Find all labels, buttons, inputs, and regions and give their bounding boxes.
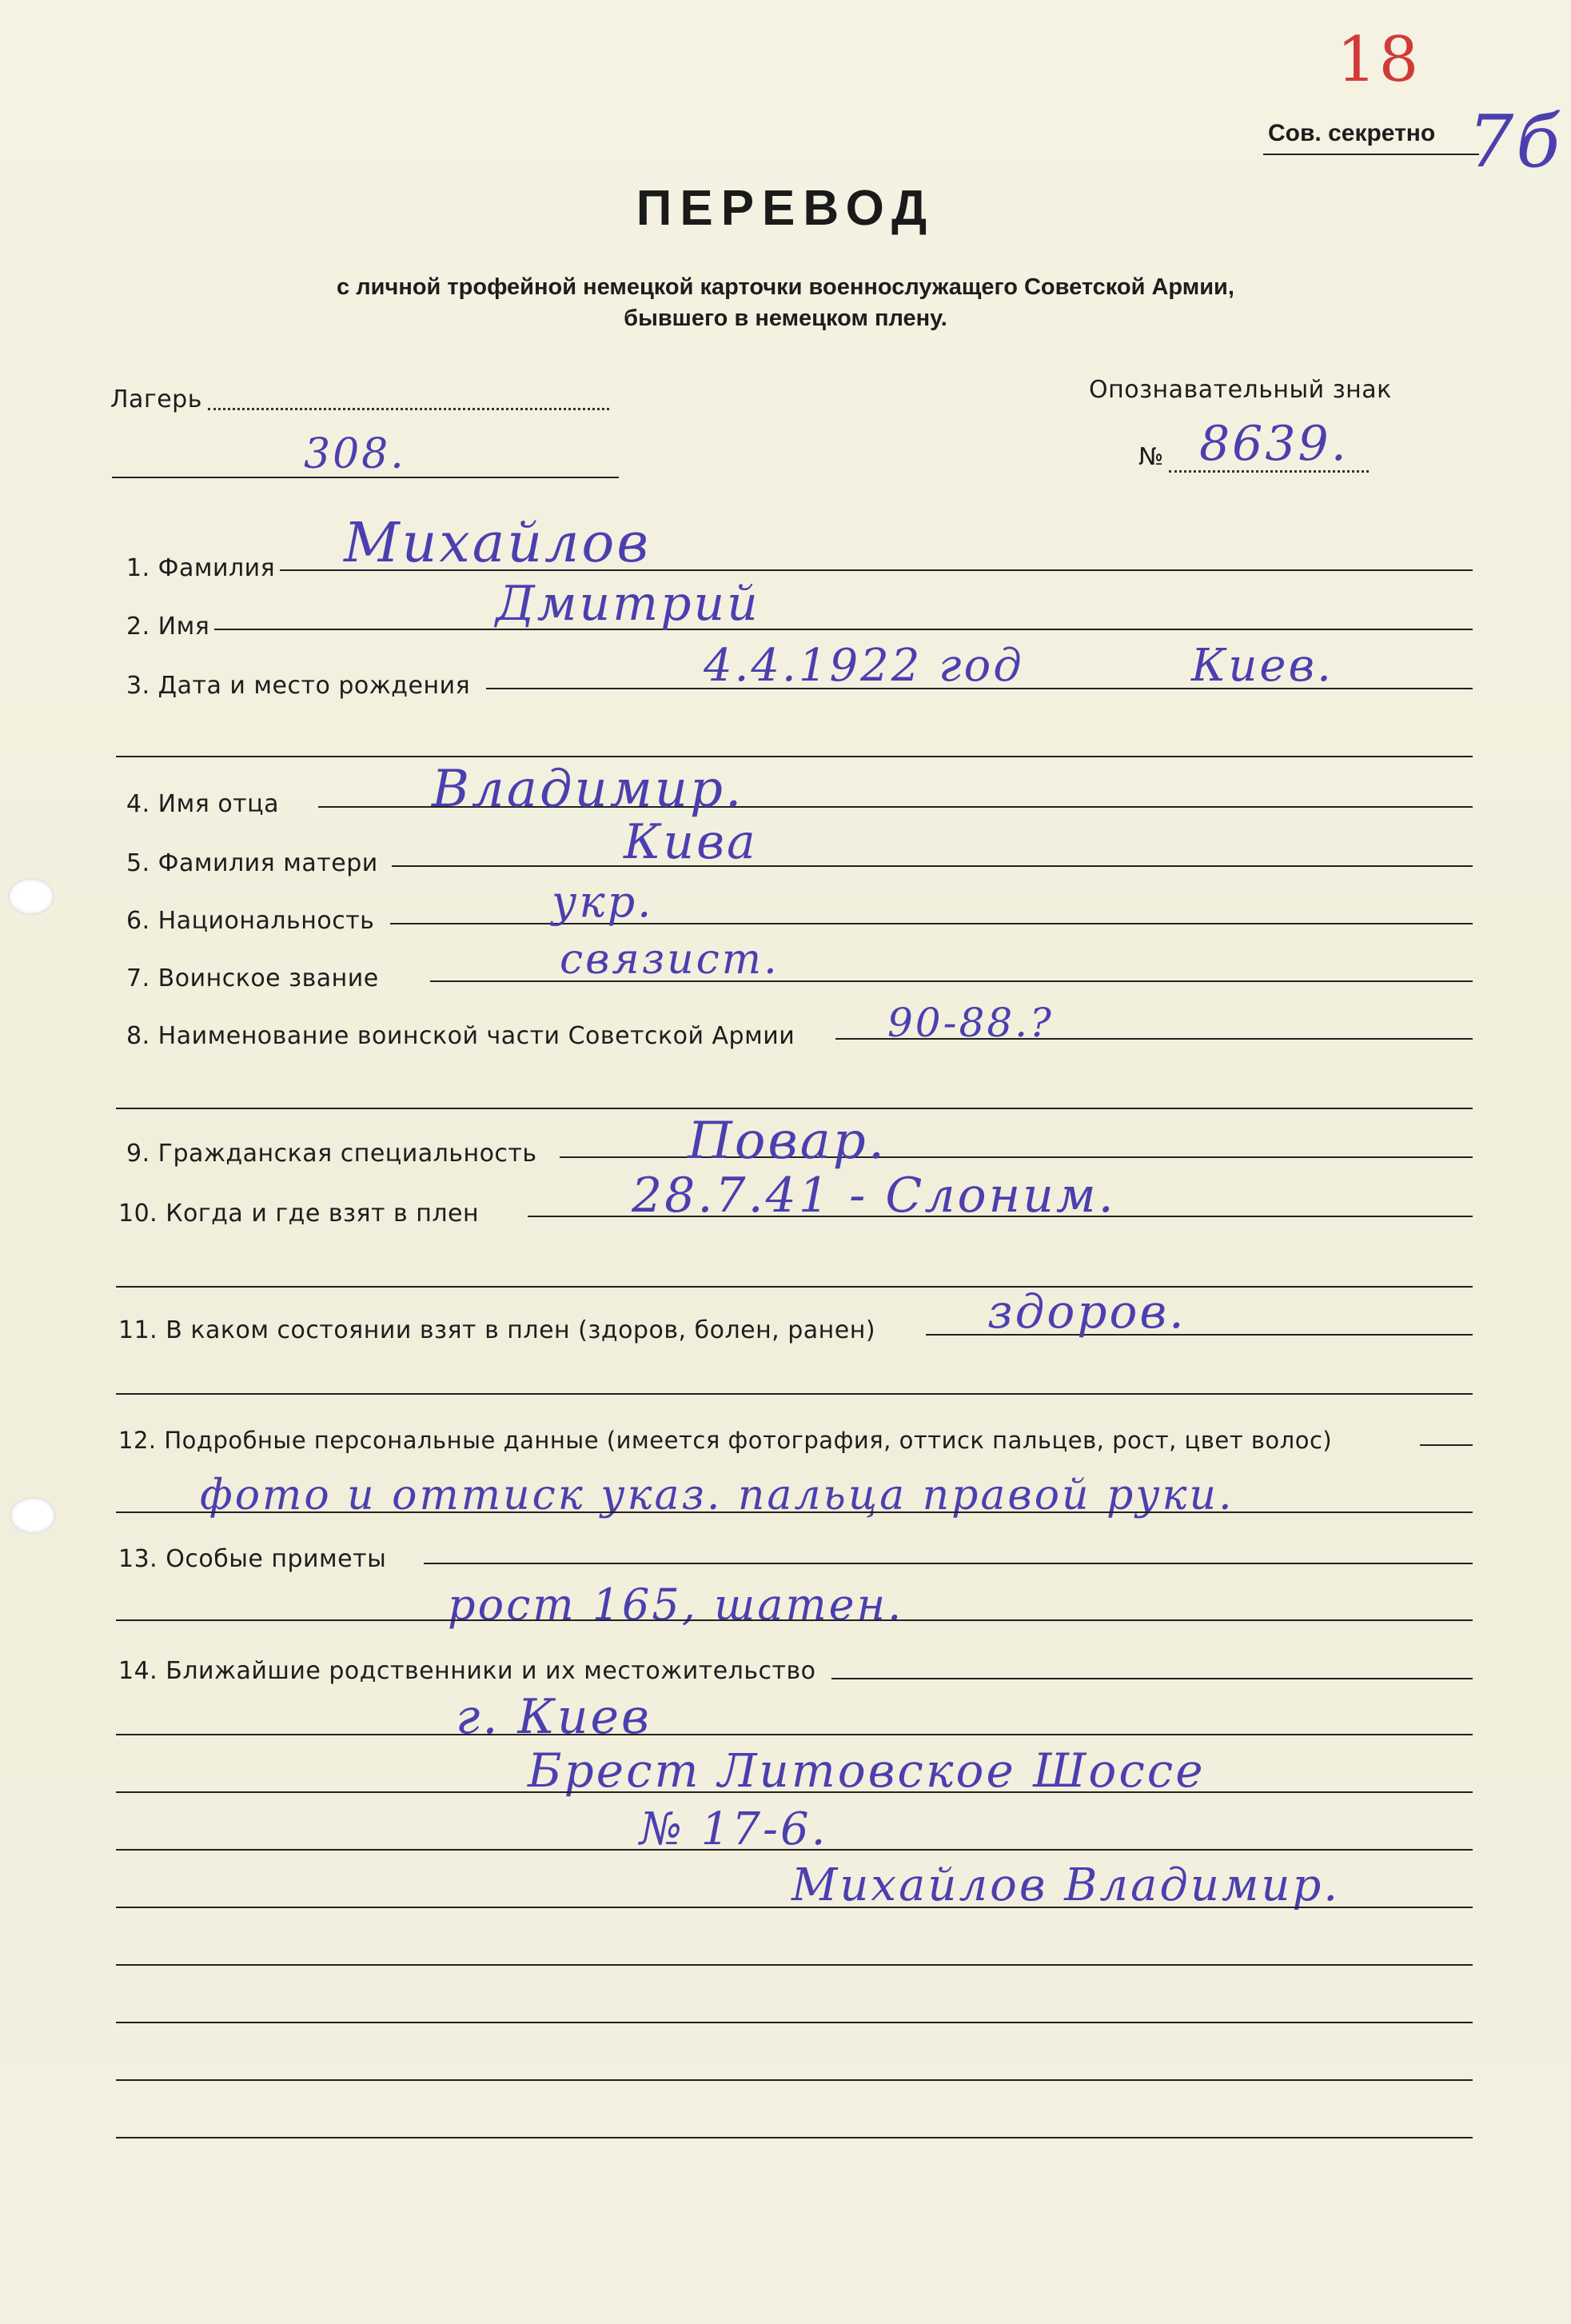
field-14-ruled-line-4 [116, 1907, 1473, 1908]
field-13-label: 13. Особые приметы [118, 1545, 387, 1573]
field-8-extra-line [116, 1108, 1473, 1109]
field-14-ruled-line-5 [116, 1964, 1473, 1966]
field-9-value: Повар. [688, 1112, 887, 1171]
field-14-line [831, 1678, 1473, 1679]
archive-number-red: 18 [1337, 24, 1421, 96]
camp-underline [112, 477, 619, 478]
field-13-value: рост 165, шатен. [448, 1579, 904, 1630]
field-12-label: 12. Подробные персональные данные (имеется фотография, оттиск пальцев, рост, цвет волос) [118, 1427, 1333, 1454]
field-3-label: 3. Дата и место рождения [126, 672, 471, 700]
field-5-line [392, 865, 1473, 867]
id-mark-value: 8639. [1199, 416, 1349, 472]
field-14-value-line-3: № 17-6. [640, 1803, 828, 1855]
field-8-value: 90-88.? [887, 1000, 1054, 1046]
field-10-value: 28.7.41 - Слоним. [632, 1168, 1116, 1224]
subtitle-line-1: с личной трофейной немецкой карточки военнослужащего Советской Армии, [337, 274, 1234, 300]
field-3-extra-line [116, 756, 1473, 757]
camp-value: 308. [304, 430, 406, 478]
field-4-label: 4. Имя отца [126, 790, 279, 818]
field-14-value-line-2: Брест Литовское Шоссе [528, 1743, 1206, 1798]
field-14-value-line-4: Михайлов Владимир. [791, 1859, 1341, 1911]
field-3-value-place: Киев. [1191, 640, 1334, 692]
id-mark-label: Опознавательный знак [1089, 376, 1392, 404]
classification-underline [1263, 154, 1479, 155]
subtitle-line-2: бывшего в немецком плену. [624, 305, 947, 331]
field-2-value: Дмитрий [496, 576, 760, 632]
field-1-value: Михайлов [344, 512, 651, 575]
field-12-line [1420, 1444, 1473, 1446]
camp-dotted-line [208, 408, 609, 410]
field-2-label: 2. Имя [126, 613, 210, 641]
field-10-extra-line [116, 1286, 1473, 1288]
page-title: ПЕРЕВОД [636, 181, 935, 236]
field-12-value: фото и оттиск указ. пальца правой руки. [200, 1471, 1234, 1519]
field-14-ruled-line-1 [116, 1734, 1473, 1735]
field-14-ruled-line-3 [116, 1849, 1473, 1851]
field-11-extra-line [116, 1393, 1473, 1395]
field-13-line [424, 1563, 1473, 1564]
field-12-extra-line [116, 1511, 1473, 1513]
classification-label: Сов. секретно [1268, 120, 1436, 146]
field-6-value: укр. [552, 876, 654, 927]
id-mark-number-sign: № [1138, 443, 1164, 471]
field-14-ruled-line-7 [116, 2079, 1473, 2081]
field-5-label: 5. Фамилия матери [126, 849, 378, 877]
field-1-label: 1. Фамилия [126, 554, 276, 582]
field-7-value: связист. [560, 936, 780, 984]
field-2-line [214, 629, 1473, 630]
field-4-value: Владимир. [432, 760, 744, 819]
camp-label: Лагерь [110, 385, 202, 413]
field-14-ruled-line-6 [116, 2022, 1473, 2023]
field-5-value: Кива [624, 814, 758, 870]
field-14-label: 14. Ближайшие родственники и их местожительство [118, 1657, 816, 1685]
classification-mark: 7б [1468, 100, 1563, 184]
punch-hole-upper [8, 878, 54, 915]
field-7-label: 7. Воинское звание [126, 964, 379, 992]
field-8-label: 8. Наименование воинской части Советской Армии [126, 1022, 795, 1050]
field-6-label: 6. Национальность [126, 907, 375, 935]
field-3-value: 4.4.1922 год [704, 640, 1024, 692]
field-14-ruled-line-8 [116, 2137, 1473, 2138]
field-9-label: 9. Гражданская специальность [126, 1140, 537, 1168]
field-14-ruled-line-2 [116, 1791, 1473, 1793]
field-13-extra-line [116, 1619, 1473, 1621]
field-11-value: здоров. [987, 1284, 1186, 1339]
field-11-label: 11. В каком состоянии взят в плен (здоров, болен, ранен) [118, 1316, 876, 1344]
punch-hole-lower [10, 1497, 56, 1534]
field-14-value-line-1: г. Киев [456, 1689, 652, 1745]
field-10-label: 10. Когда и где взят в плен [118, 1200, 480, 1228]
